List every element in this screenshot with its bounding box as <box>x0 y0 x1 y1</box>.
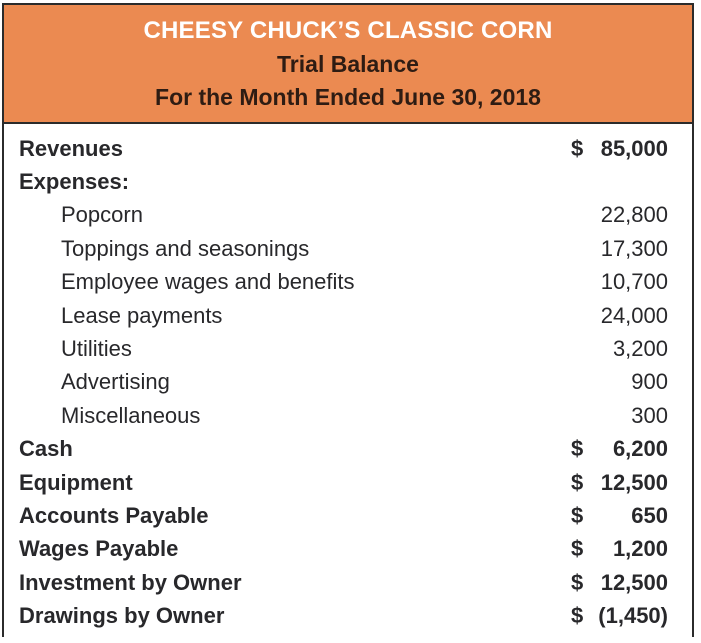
amount-value: 10,700 <box>600 269 668 295</box>
row-label: Cash <box>19 436 73 462</box>
table-row <box>17 199 668 232</box>
currency-symbol: $ <box>571 536 584 562</box>
row-amount <box>571 470 668 496</box>
row-amount <box>571 236 668 262</box>
report-title: Trial Balance <box>277 51 419 77</box>
row-label: Toppings and seasonings <box>61 235 310 261</box>
table-row <box>17 533 668 566</box>
amount-value: 650 <box>631 502 668 528</box>
amount-value: 12,500 <box>600 469 668 495</box>
currency-symbol: $ <box>571 436 584 462</box>
row-amount <box>571 202 668 228</box>
row-label: Revenues <box>19 135 123 161</box>
table-row <box>17 266 668 299</box>
company-name: CHEESY CHUCK’S CLASSIC CORN <box>143 17 553 44</box>
row-label: Accounts Payable <box>19 502 209 528</box>
row-amount <box>571 136 668 162</box>
statement-header <box>4 5 692 124</box>
amount-value: 900 <box>631 369 668 395</box>
table-row <box>17 299 668 332</box>
amount-value: (1,450) <box>598 603 668 629</box>
table-row <box>17 599 668 632</box>
table-row <box>17 165 668 198</box>
row-amount <box>571 303 668 329</box>
row-amount <box>571 603 668 629</box>
amount-value: 12,500 <box>600 569 668 595</box>
row-amount <box>571 369 668 395</box>
statement-body <box>4 124 692 641</box>
table-row <box>17 366 668 399</box>
currency-symbol: $ <box>571 502 584 528</box>
amount-value: 1,200 <box>612 536 668 562</box>
table-row <box>17 132 668 165</box>
row-amount <box>571 503 668 529</box>
table-row <box>17 399 668 432</box>
row-label: Advertising <box>61 369 170 395</box>
amount-value: 85,000 <box>600 135 668 161</box>
currency-symbol: $ <box>571 469 584 495</box>
report-period: For the Month Ended June 30, 2018 <box>155 84 541 110</box>
row-label: Wages Payable <box>19 536 179 562</box>
table-row <box>17 566 668 599</box>
amount-value: 22,800 <box>600 202 668 228</box>
amount-value: 24,000 <box>600 302 668 328</box>
row-amount <box>571 269 668 295</box>
amount-value: 3,200 <box>612 336 668 362</box>
row-label: Equipment <box>19 469 133 495</box>
row-label: Expenses: <box>19 169 130 195</box>
table-row <box>17 433 668 466</box>
table-row <box>17 232 668 265</box>
row-amount <box>571 403 668 429</box>
row-label: Employee wages and benefits <box>61 269 355 295</box>
amount-value: 300 <box>631 402 668 428</box>
row-label: Popcorn <box>61 202 143 228</box>
table-row <box>17 332 668 365</box>
row-amount <box>571 536 668 562</box>
currency-symbol: $ <box>571 135 584 161</box>
trial-balance-figure <box>2 3 694 637</box>
currency-symbol: $ <box>571 603 584 629</box>
row-label: Investment by Owner <box>19 569 242 595</box>
currency-symbol: $ <box>571 569 584 595</box>
table-row <box>17 466 668 499</box>
amount-value: 17,300 <box>600 235 668 261</box>
amount-value: 6,200 <box>612 436 668 462</box>
row-amount <box>571 570 668 596</box>
row-amount <box>571 336 668 362</box>
table-row <box>17 499 668 532</box>
row-label: Drawings by Owner <box>19 603 225 629</box>
row-label: Miscellaneous <box>61 402 201 428</box>
row-label: Utilities <box>61 336 132 362</box>
row-amount <box>571 436 668 462</box>
row-label: Lease payments <box>61 302 223 328</box>
